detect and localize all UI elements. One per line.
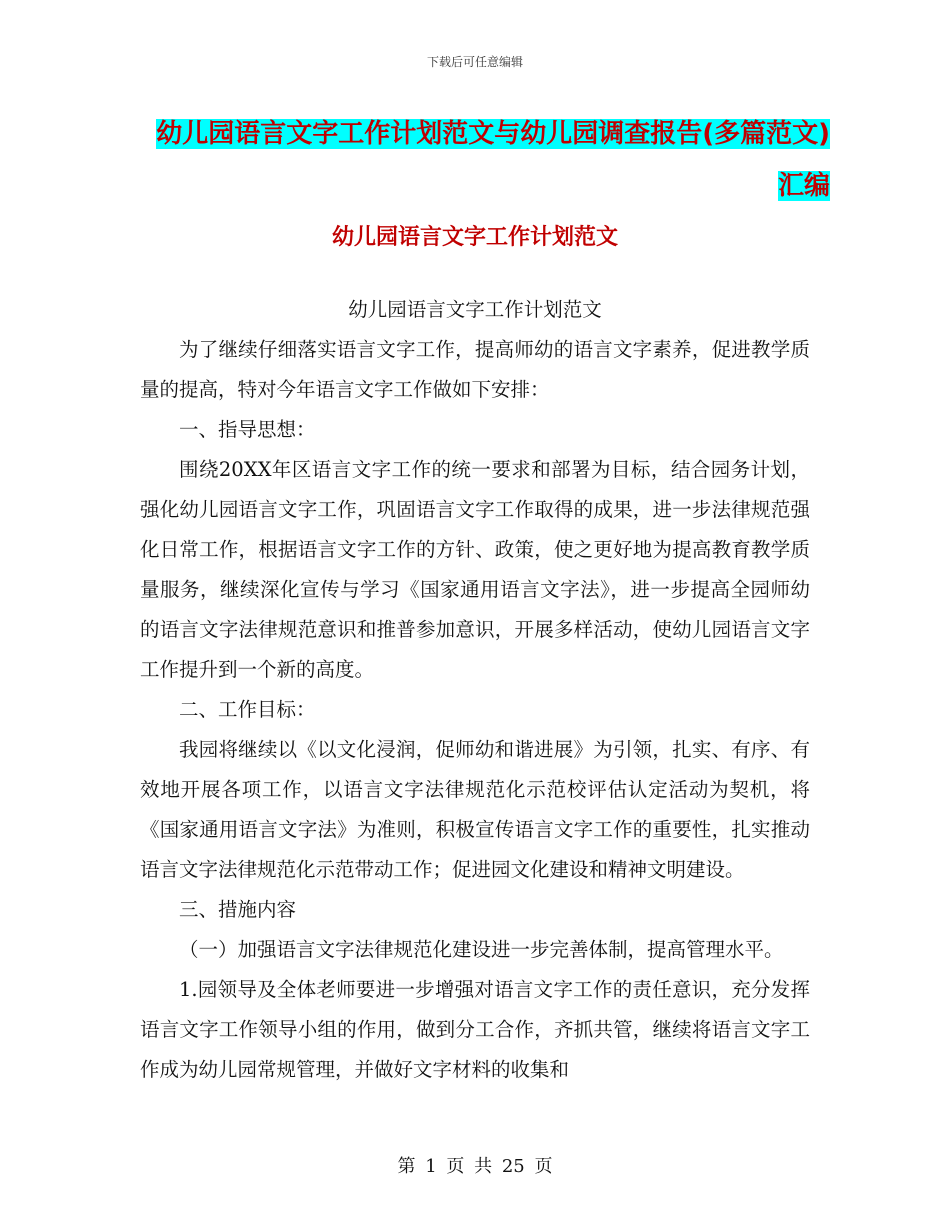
heading-guiding-ideology: 一、指导思想： — [179, 418, 316, 441]
main-title-highlight: 幼儿园语言文字工作计划范文与幼儿园调查报告(多篇范文)汇编 — [156, 119, 830, 201]
document-main-title — [140, 108, 830, 212]
paragraph-measure-1-1: 1.园领导及全体老师要进一步增强对语言文字工作的责任意识，充分发挥语言文字工作领导小组的作用，做到分工合作，齐抓共管，继续将语言文字工作成为幼儿园常规管理，并做好文字材料的收集和 — [140, 978, 810, 1081]
header-note: 下载后可任意编辑 — [426, 55, 523, 69]
paragraph-intro: 为了继续仔细落实语言文字工作，提高师幼的语言文字素养，促进教学质量的提高，特对今年语言文字工作做如下安排： — [140, 338, 810, 401]
subtitle: 幼儿园语言文字工作计划范文 — [348, 298, 602, 321]
page-footer: 第 1 页 共 25 页 — [397, 1156, 553, 1177]
heading-work-goals: 二、工作目标： — [179, 698, 316, 721]
section-title: 幼儿园语言文字工作计划范文 — [331, 225, 618, 250]
paragraph-work-goals: 我园将继续以《以文化浸润，促师幼和谐进展》为引领，扎实、有序、有效地开展各项工作，以语言文字法律规范化示范校评估认定活动为契机，将《国家通用语言文字法》为准则，积极宣传语言文字工作的重要性，扎实推动语言文字法律规范化示范带动工作；促进园文化建设和精神文明建设。 — [140, 738, 810, 881]
document-body — [140, 290, 810, 1090]
paragraph-guiding-ideology: 围绕20XX年区语言文字工作的统一要求和部署为目标，结合园务计划，强化幼儿园语言文字工作，巩固语言文字工作取得的成果，进一步法律规范强化日常工作，根据语言文字工作的方针、政策，使之更好地为提高教育教学质量服务，继续深化宣传与学习《国家通用语言文字法》，进一步提高全园师幼的语言文字法律规范意识和推普参加意识，开展多样活动，使幼儿园语言文字工作提升到一个新的高度。 — [140, 458, 810, 681]
heading-measures: 三、措施内容 — [179, 898, 297, 921]
paragraph-measure-1: （一）加强语言文字法律规范化建设进一步完善体制，提高管理水平。 — [179, 938, 784, 961]
